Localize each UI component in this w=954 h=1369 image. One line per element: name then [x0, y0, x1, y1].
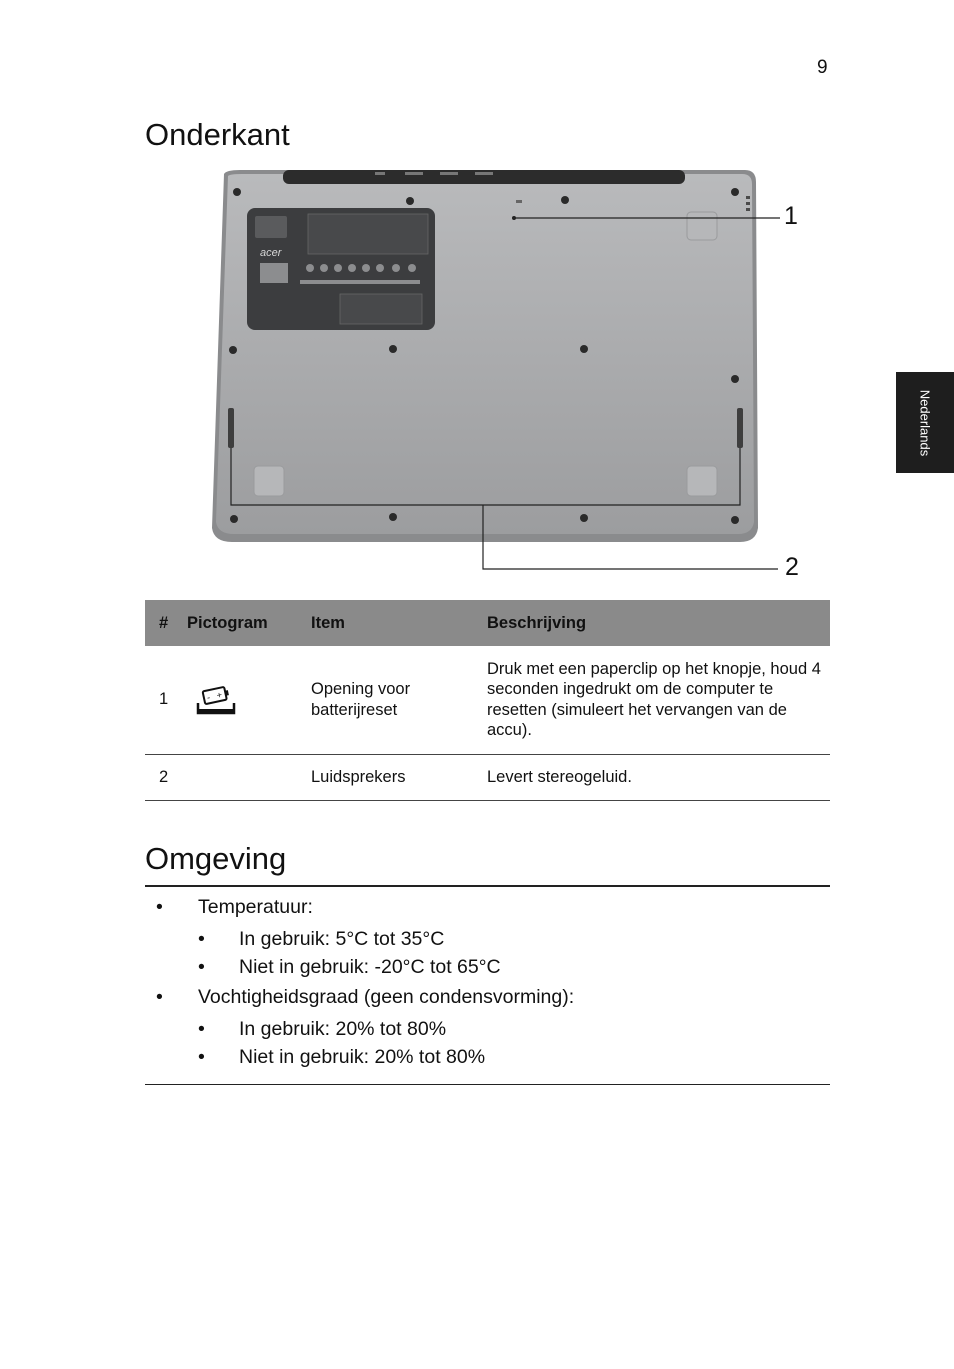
row-item: Opening voor batterijreset: [303, 646, 479, 754]
bullet: •: [198, 956, 205, 978]
column-header-number: #: [145, 600, 179, 646]
list-item: Temperatuur:: [198, 896, 313, 918]
bullet: •: [156, 896, 163, 918]
row-description: Levert stereogeluid.: [479, 754, 830, 800]
table-header-row: [145, 600, 830, 646]
table-row: [145, 754, 830, 800]
laptop-bottom-figure: [200, 160, 820, 590]
section-title-omgeving: Omgeving: [145, 841, 287, 876]
laptop-bottom-illustration: [200, 160, 820, 590]
row-pictogram: [179, 754, 303, 800]
column-header-description: Beschrijving: [479, 600, 830, 646]
list-item: Vochtigheidsgraad (geen condensvorming):: [198, 986, 575, 1008]
language-tab-label: Nederlands: [917, 389, 933, 456]
row-description: Druk met een paperclip op het knopje, houd 4 seconden ingedrukt om de computer te resetten (simuleert het vervangen van de accu).: [479, 646, 830, 754]
row-number: 2: [145, 754, 179, 800]
page-number: 9: [817, 57, 828, 78]
row-item: Luidsprekers: [303, 754, 479, 800]
section-title-onderkant: Onderkant: [145, 117, 290, 152]
row-pictogram: [179, 646, 303, 754]
section-divider: [145, 885, 830, 887]
list-subitem: In gebruik: 5°C tot 35°C: [239, 928, 445, 950]
svg-text:-: -: [205, 692, 211, 703]
column-header-item: Item: [303, 600, 479, 646]
list-subitem: Niet in gebruik: -20°C tot 65°C: [239, 956, 501, 978]
callout-1: 1: [784, 202, 798, 230]
table-row: [145, 646, 830, 754]
svg-text:+: +: [215, 689, 223, 701]
row-number: 1: [145, 646, 179, 754]
column-header-pictogram: Pictogram: [179, 600, 303, 646]
bullet: •: [156, 986, 163, 1008]
bullet: •: [198, 1046, 205, 1068]
callout-2: 2: [785, 553, 799, 581]
parts-table: [145, 600, 830, 801]
acer-logo-text: acer: [260, 247, 282, 259]
bullet: •: [198, 928, 205, 950]
battery-reset-icon: [195, 685, 237, 720]
language-tab: [896, 372, 954, 473]
bullet: •: [198, 1018, 205, 1040]
section-end-divider: [145, 1084, 830, 1085]
list-subitem: In gebruik: 20% tot 80%: [239, 1018, 447, 1040]
list-subitem: Niet in gebruik: 20% tot 80%: [239, 1046, 486, 1068]
